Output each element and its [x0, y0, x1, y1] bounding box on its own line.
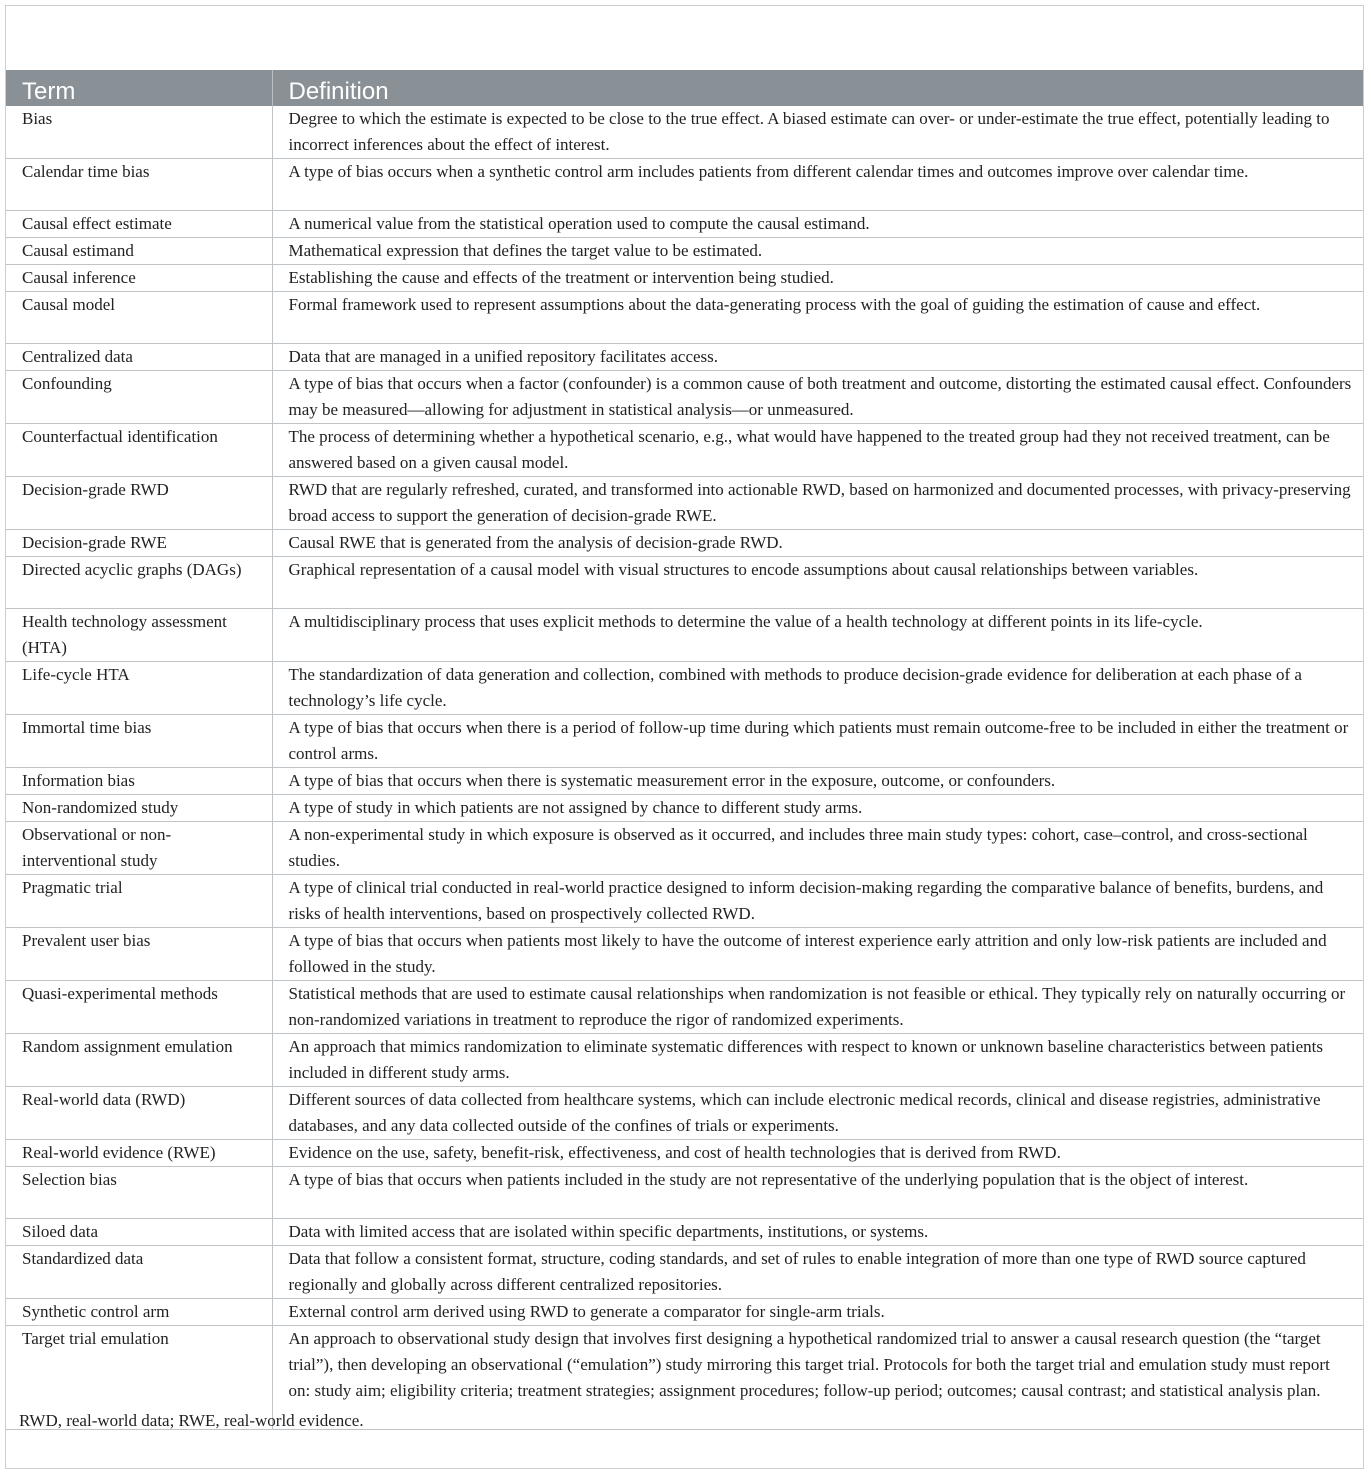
definition-cell: A type of study in which patients are not assigned by chance to different study arms.: [272, 795, 1363, 822]
table-row: [6, 1140, 1363, 1167]
definition-cell: Data that are managed in a unified repository facilitates access.: [272, 344, 1363, 371]
term-cell: Prevalent user bias: [6, 928, 272, 981]
glossary-table: [6, 70, 1363, 1430]
table-row: [6, 1299, 1363, 1326]
definition-cell: A multidisciplinary process that uses explicit methods to determine the value of a health technology at different points in its life-cycle.: [272, 609, 1363, 662]
table-row: [6, 530, 1363, 557]
table-row: [6, 371, 1363, 424]
term-cell: Bias: [6, 106, 272, 159]
definition-cell: A type of bias that occurs when patients included in the study are not representative of the underlying population that is the object of interest.: [272, 1167, 1363, 1219]
table-row: [6, 662, 1363, 715]
table-row: [6, 1034, 1363, 1087]
table-row: [6, 609, 1363, 662]
definition-cell: A type of bias that occurs when there is systematic measurement error in the exposure, outcome, or confounders.: [272, 768, 1363, 795]
definition-cell: External control arm derived using RWD to generate a comparator for single-arm trials.: [272, 1299, 1363, 1326]
header-term: Term: [6, 70, 272, 106]
table-row: [6, 1167, 1363, 1219]
definition-cell: Evidence on the use, safety, benefit-risk, effectiveness, and cost of health technologies that is derived from RWD.: [272, 1140, 1363, 1167]
definition-cell: Mathematical expression that defines the target value to be estimated.: [272, 238, 1363, 265]
table-row: [6, 477, 1363, 530]
definition-cell: The process of determining whether a hypothetical scenario, e.g., what would have happened to the treated group had they not received treatment, can be answered based on a given causal model.: [272, 424, 1363, 477]
definition-cell: A type of bias that occurs when there is a period of follow-up time during which patients must remain outcome-free to be included in either the treatment or control arms.: [272, 715, 1363, 768]
term-cell: Non-randomized study: [6, 795, 272, 822]
table-row: [6, 265, 1363, 292]
term-cell: Causal effect estimate: [6, 211, 272, 238]
definition-cell: A type of bias that occurs when a factor (confounder) is a common cause of both treatment and outcome, distorting the estimated causal effect. Confounders may be measured—allowing for adjustment in statistical analysis—or unmeasured.: [272, 371, 1363, 424]
table-footnote: RWD, real-world data; RWE, real-world evidence.: [19, 1411, 364, 1430]
definition-cell: An approach to observational study design that involves first designing a hypothetical randomized trial to answer a causal research question (the “target trial”), then developing an observational (“emulation”) study mirroring this target trial. Protocols for both the target trial and emulation study must report on: study aim; eligibility criteria; treatment strategies; assignment procedures; follow-up period; outcomes; causal contrast; and statistical analysis plan.: [272, 1326, 1363, 1430]
definition-cell: Different sources of data collected from healthcare systems, which can include electronic medical records, clinical and disease registries, administrative databases, and any data collected outside of the confines of trials or experiments.: [272, 1087, 1363, 1140]
term-cell: Life-cycle HTA: [6, 662, 272, 715]
table-row: [6, 1246, 1363, 1299]
table-row: [6, 822, 1363, 875]
definition-cell: RWD that are regularly refreshed, curated, and transformed into actionable RWD, based on harmonized and documented processes, with privacy-preserving broad access to support the generation of decision-grade RWE.: [272, 477, 1363, 530]
term-cell: Synthetic control arm: [6, 1299, 272, 1326]
table-row: [6, 238, 1363, 265]
table-row: [6, 344, 1363, 371]
table-row: [6, 715, 1363, 768]
term-cell: Real-world evidence (RWE): [6, 1140, 272, 1167]
definition-cell: The standardization of data generation and collection, combined with methods to produce decision-grade evidence for deliberation at each phase of a technology’s life cycle.: [272, 662, 1363, 715]
term-cell: Causal model: [6, 292, 272, 344]
table-row: [6, 928, 1363, 981]
definition-cell: Graphical representation of a causal model with visual structures to encode assumptions about causal relationships between variables.: [272, 557, 1363, 609]
definition-cell: A numerical value from the statistical operation used to compute the causal estimand.: [272, 211, 1363, 238]
term-cell: Immortal time bias: [6, 715, 272, 768]
term-cell: Confounding: [6, 371, 272, 424]
table-row: [6, 211, 1363, 238]
header-definition: Definition: [272, 70, 1363, 106]
definition-cell: A type of bias occurs when a synthetic control arm includes patients from different calendar times and outcomes improve over calendar time.: [272, 159, 1363, 211]
term-cell: Health technology assessment (HTA): [6, 609, 272, 662]
term-cell: Random assignment emulation: [6, 1034, 272, 1087]
table-row: [6, 795, 1363, 822]
term-cell: Information bias: [6, 768, 272, 795]
term-cell: Real-world data (RWD): [6, 1087, 272, 1140]
definition-cell: Establishing the cause and effects of the treatment or intervention being studied.: [272, 265, 1363, 292]
term-cell: Decision-grade RWE: [6, 530, 272, 557]
definition-cell: Causal RWE that is generated from the analysis of decision-grade RWD.: [272, 530, 1363, 557]
definition-cell: A type of bias that occurs when patients most likely to have the outcome of interest experience early attrition and only low-risk patients are included and followed in the study.: [272, 928, 1363, 981]
header-row: [6, 70, 1363, 106]
definition-cell: An approach that mimics randomization to eliminate systematic differences with respect to known or unknown baseline characteristics between patients included in different study arms.: [272, 1034, 1363, 1087]
term-cell: Siloed data: [6, 1219, 272, 1246]
term-cell: Counterfactual identification: [6, 424, 272, 477]
term-cell: Calendar time bias: [6, 159, 272, 211]
table-row: [6, 557, 1363, 609]
table-row: [6, 159, 1363, 211]
term-cell: Target trial emulation: [6, 1326, 272, 1430]
definition-cell: Data that follow a consistent format, structure, coding standards, and set of rules to enable integration of more than one type of RWD source captured regionally and globally across different centralized repositories.: [272, 1246, 1363, 1299]
term-cell: Observational or non-interventional study: [6, 822, 272, 875]
term-cell: Selection bias: [6, 1167, 272, 1219]
definition-cell: A type of clinical trial conducted in real-world practice designed to inform decision-making regarding the comparative balance of benefits, burdens, and risks of health interventions, based on prospectively collected RWD.: [272, 875, 1363, 928]
term-cell: Causal estimand: [6, 238, 272, 265]
term-cell: Directed acyclic graphs (DAGs): [6, 557, 272, 609]
table-row: [6, 1219, 1363, 1246]
table-header: [6, 70, 1363, 106]
term-cell: Decision-grade RWD: [6, 477, 272, 530]
term-cell: Standardized data: [6, 1246, 272, 1299]
definition-cell: Data with limited access that are isolated within specific departments, institutions, or systems.: [272, 1219, 1363, 1246]
table-row: [6, 106, 1363, 159]
table-row: [6, 981, 1363, 1034]
definition-cell: Formal framework used to represent assumptions about the data-generating process with the goal of guiding the estimation of cause and effect.: [272, 292, 1363, 344]
definition-cell: Degree to which the estimate is expected to be close to the true effect. A biased estimate can over- or under-estimate the true effect, potentially leading to incorrect inferences about the effect of interest.: [272, 106, 1363, 159]
definition-cell: A non-experimental study in which exposure is observed as it occurred, and includes three main study types: cohort, case–control, and cross-sectional studies.: [272, 822, 1363, 875]
table-row: [6, 1087, 1363, 1140]
term-cell: Causal inference: [6, 265, 272, 292]
table-row: [6, 424, 1363, 477]
term-cell: Pragmatic trial: [6, 875, 272, 928]
table-body: [6, 106, 1363, 1430]
table-row: [6, 292, 1363, 344]
term-cell: Centralized data: [6, 344, 272, 371]
term-cell: Quasi-experimental methods: [6, 981, 272, 1034]
table-row: [6, 768, 1363, 795]
table-row: [6, 875, 1363, 928]
definition-cell: Statistical methods that are used to estimate causal relationships when randomization is not feasible or ethical. They typically rely on naturally occurring or non-randomized variations in treatment to reproduce the rigor of randomized experiments.: [272, 981, 1363, 1034]
